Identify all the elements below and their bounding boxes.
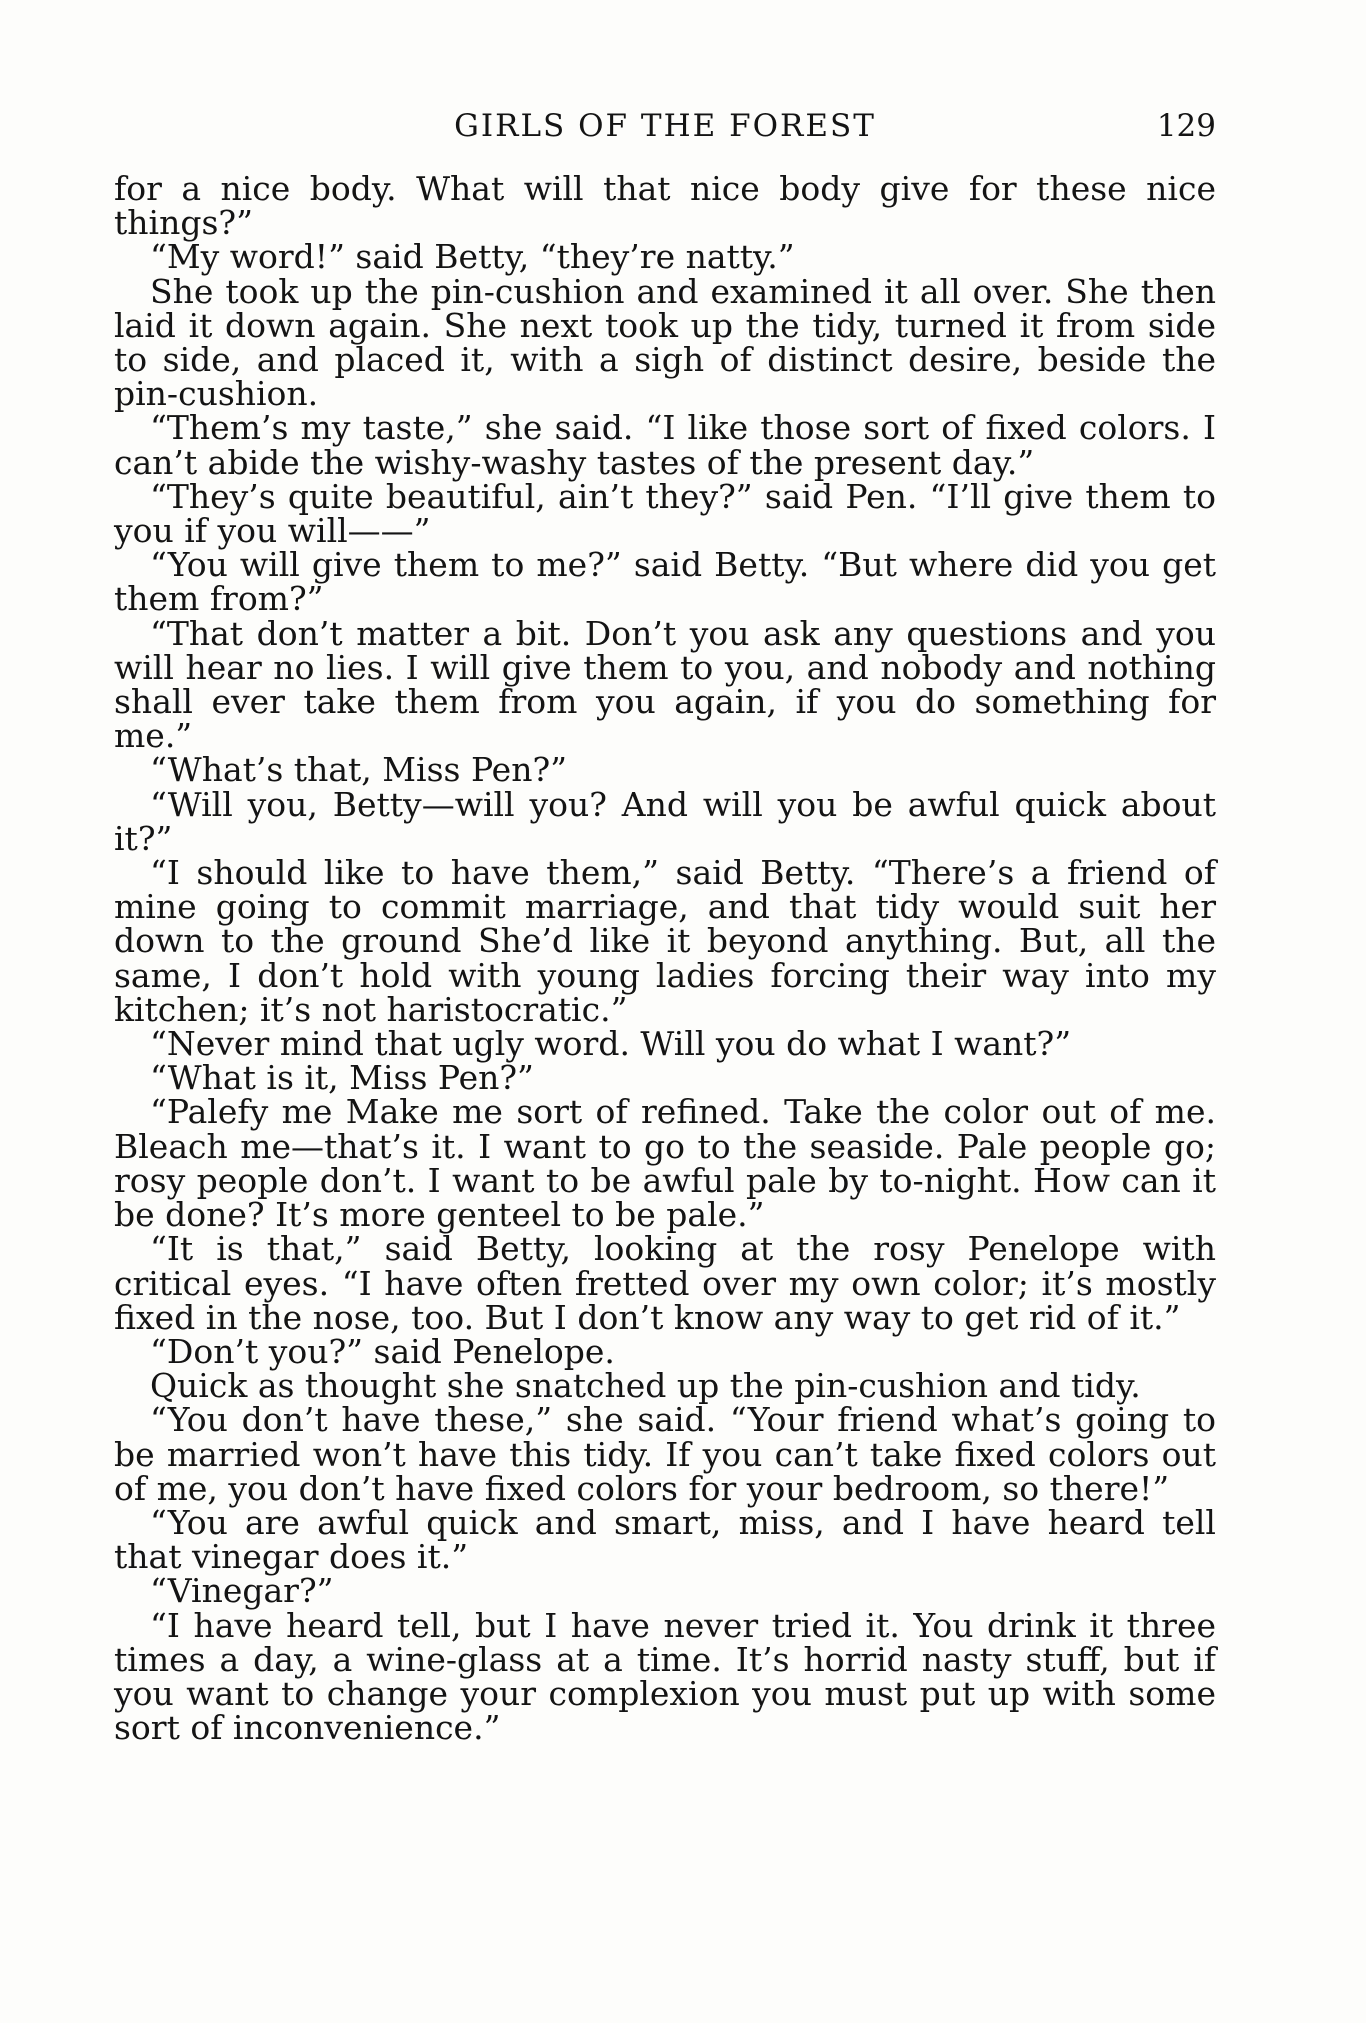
paragraph: “You don’t have these,” she said. “Your friend what’s going to be married won’t have this tidy. If you can’t take fixed colors out of me, you don’t have fixed colors for your bedroom, so there!”: [114, 1400, 1216, 1508]
paragraph: “What is it, Miss Pen?”: [150, 1058, 534, 1098]
paragraph: She took up the pin-cushion and examined it all over. She then laid it down again. She next took up the tidy, turned it from side to side, and placed it, with a sigh of distinct desire, beside the pin-cushion.: [114, 271, 1216, 414]
paragraph: “I should like to have them,” said Betty. “There’s a friend of mine going to commit marriage, and that tidy would suit her down to the ground She’d like it beyond anything. But, all the same, I don’t hold with young ladies forcing their way into my kitchen; it’s not haristocratic.”: [114, 853, 1216, 1029]
page-number: 129: [1156, 108, 1216, 144]
running-head: GIRLS OF THE FOREST: [454, 108, 876, 144]
paragraph: “You will give them to me?” said Betty. “But where did you get them from?”: [114, 545, 1216, 619]
paragraph: “They’s quite beautiful, ain’t they?” said Pen. “I’ll give them to you if you will——”: [114, 476, 1216, 551]
paragraph: “My word!” said Betty, “they’re natty.”: [150, 237, 795, 277]
paragraph: “What’s that, Miss Pen?”: [150, 750, 568, 790]
body-text: [114, 169, 1216, 1748]
paragraph: “Vinegar?”: [150, 1571, 334, 1611]
paragraph: “You are awful quick and smart, miss, and I have heard tell that vinegar does it.”: [114, 1502, 1216, 1577]
page-header: [114, 108, 1216, 152]
paragraph: “I have heard tell, but I have never tried it. You drink it three times a day, a wine-glass at a time. It’s horrid nasty stuff, but if you want to change your complexion you must put up with some sort of inconvenience.”: [114, 1605, 1216, 1748]
paragraph: “That don’t matter a bit. Don’t you ask any questions and you will hear no lies. I will give them to you, and nobody and nothing shall ever take them from you again, if you do something for me.”: [114, 613, 1216, 756]
paragraph: “Palefy me Make me sort of refined. Take the color out of me. Bleach me—that’s it. I want to go to the seaside. Pale people go; rosy people don’t. I want to be awful pale by to-night. How can it be done? It’s more genteel to be pale.”: [114, 1092, 1216, 1235]
paragraph: “Don’t you?” said Penelope.: [150, 1331, 615, 1371]
paragraph: “It is that,” said Betty, looking at the rosy Penelope with critical eyes. “I have often fretted over my own color; it’s mostly fixed in the nose, too. But I don’t know any way to get rid of it.”: [114, 1229, 1216, 1337]
paragraph: “Never mind that ugly word. Will you do what I want?”: [150, 1024, 1072, 1064]
paragraph: Quick as thought she snatched up the pin-cushion and tidy.: [150, 1366, 1141, 1406]
paragraph: “Them’s my taste,” she said. “I like those sort of fixed colors. I can’t abide the wishy-washy tastes of the present day.”: [114, 408, 1216, 482]
paragraph: for a nice body. What will that nice body give for these nice things?”: [114, 169, 1216, 243]
paragraph: “Will you, Betty—will you? And will you be awful quick about it?”: [114, 784, 1216, 858]
